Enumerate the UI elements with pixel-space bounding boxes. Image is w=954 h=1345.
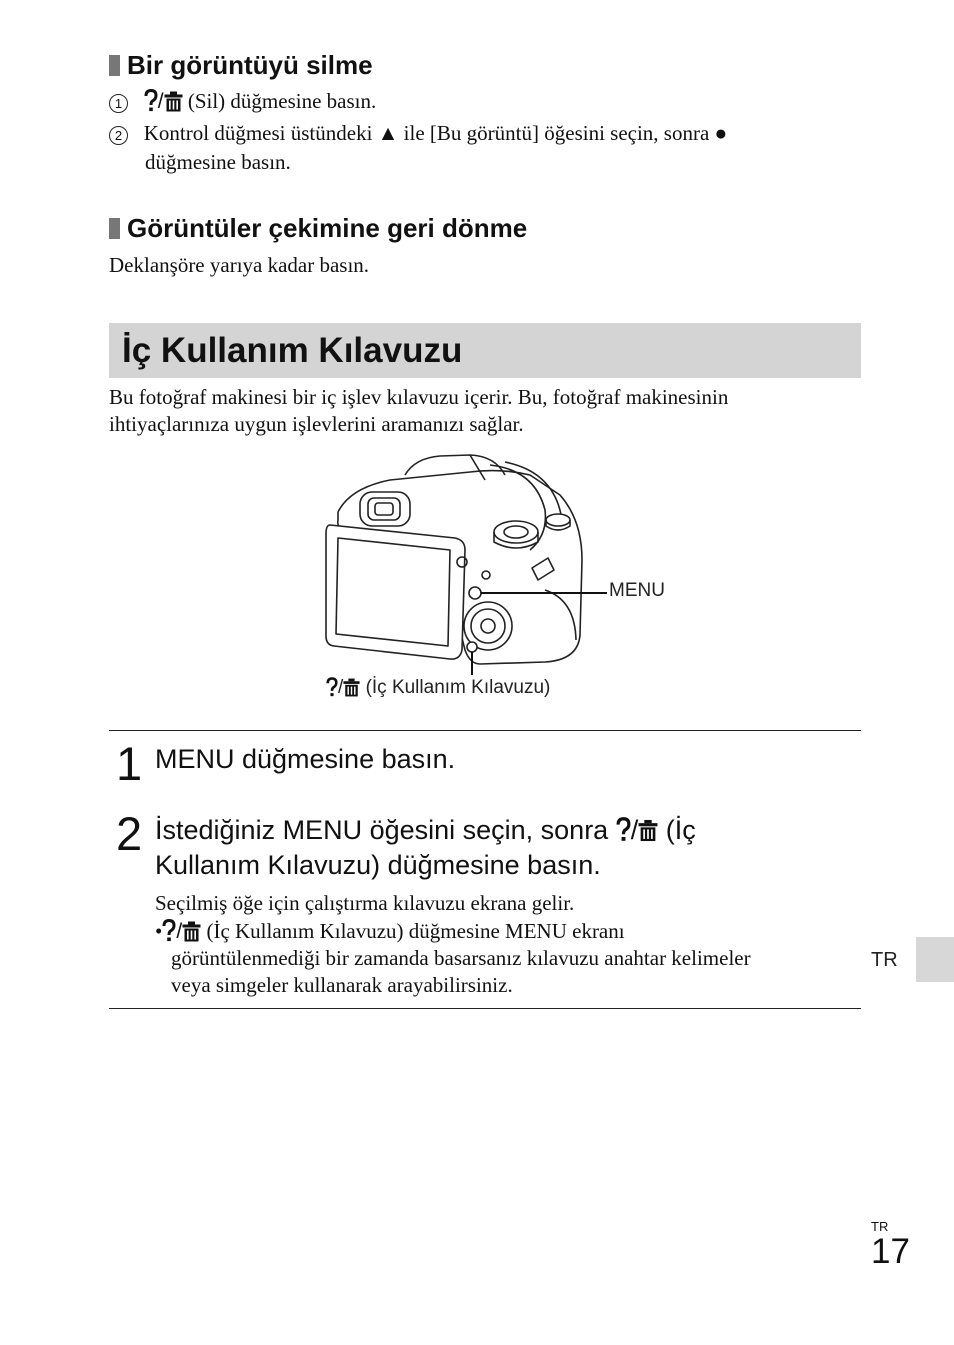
help-icon <box>326 677 338 698</box>
help-icon <box>144 89 158 113</box>
step-2-number: 2 <box>116 807 143 860</box>
note-line4: veya simgeler kullanarak arayabilirsiniz. <box>171 973 513 997</box>
heading-marker <box>109 218 120 239</box>
banner-title: İç Kullanım Kılavuzu <box>122 330 463 370</box>
side-language-tab <box>916 937 954 982</box>
trash-icon <box>343 678 360 697</box>
step-text-line1: Kontrol düğmesi üstündeki ▲ ile [Bu görüntü] öğesini seçin, sonra ● <box>143 121 728 145</box>
step-2-line2: Kullanım Kılavuzu) düğmesine basın. <box>155 850 601 880</box>
side-language-label: TR <box>871 949 898 971</box>
heading-marker <box>109 55 120 76</box>
step-text: (Sil) düğmesine basın. <box>187 89 377 113</box>
step-2-line1: İstediğiniz MENU öğesini seçin, sonra / (İç <box>155 815 696 845</box>
step-2-line1-text: İstediğiniz MENU öğesini seçin, sonra <box>155 815 609 845</box>
help-callout-text: (İç Kullanım Kılavuzu) <box>365 677 551 698</box>
trash-icon <box>638 819 658 842</box>
intro-line1: Bu fotoğraf makinesi bir iç işlev kılavuzu içerir. Bu, fotoğraf makinesinin <box>109 385 729 409</box>
section-heading-delete <box>109 50 373 81</box>
menu-callout-label: MENU <box>609 580 665 601</box>
help-icon <box>162 919 176 943</box>
step-2-line1-tail: (İç <box>665 815 696 845</box>
note-line2: (İç Kullanım Kılavuzu) düğmesine MENU ekranı <box>206 919 625 943</box>
help-icon <box>616 817 631 843</box>
footer-language: TR <box>871 1219 889 1234</box>
trash-icon <box>164 91 183 112</box>
section-banner <box>109 323 861 378</box>
heading-text: Bir görüntüyü silme <box>127 50 373 80</box>
top-rule <box>109 730 861 731</box>
delete-step-1: 1 / (Sil) düğmesine basın. <box>109 88 376 115</box>
help-callout-label: / (İç Kullanım Kılavuzu) <box>326 677 550 699</box>
step-number: 2 <box>109 126 128 145</box>
step-1-text: MENU düğmesine basın. <box>155 744 456 774</box>
delete-step-2-line2: düğmesine basın. <box>145 150 291 174</box>
heading-text: Görüntüler çekimine geri dönme <box>127 213 528 243</box>
intro-line2: ihtiyaçlarınıza uygun işlevlerini aramanızı sağlar. <box>109 412 524 436</box>
bullet: • <box>155 919 163 943</box>
delete-step-2 <box>109 120 727 147</box>
step-1-number: 1 <box>116 737 143 790</box>
bottom-rule <box>109 1008 861 1009</box>
page-number: 17 <box>871 1232 910 1271</box>
note-bullet-line: • / (İç Kullanım Kılavuzu) düğmesine MENU ekranı <box>155 919 625 943</box>
step-number: 1 <box>109 94 128 113</box>
section-heading-return <box>109 213 527 244</box>
camera-illustration <box>320 450 610 675</box>
trash-icon <box>182 921 201 942</box>
return-text: Deklanşöre yarıya kadar basın. <box>109 253 370 277</box>
note-line1: Seçilmiş öğe için çalıştırma kılavuzu ekrana gelir. <box>155 891 575 915</box>
note-line3: görüntülenmediği bir zamanda basarsanız kılavuzu anahtar kelimeler <box>171 946 751 970</box>
